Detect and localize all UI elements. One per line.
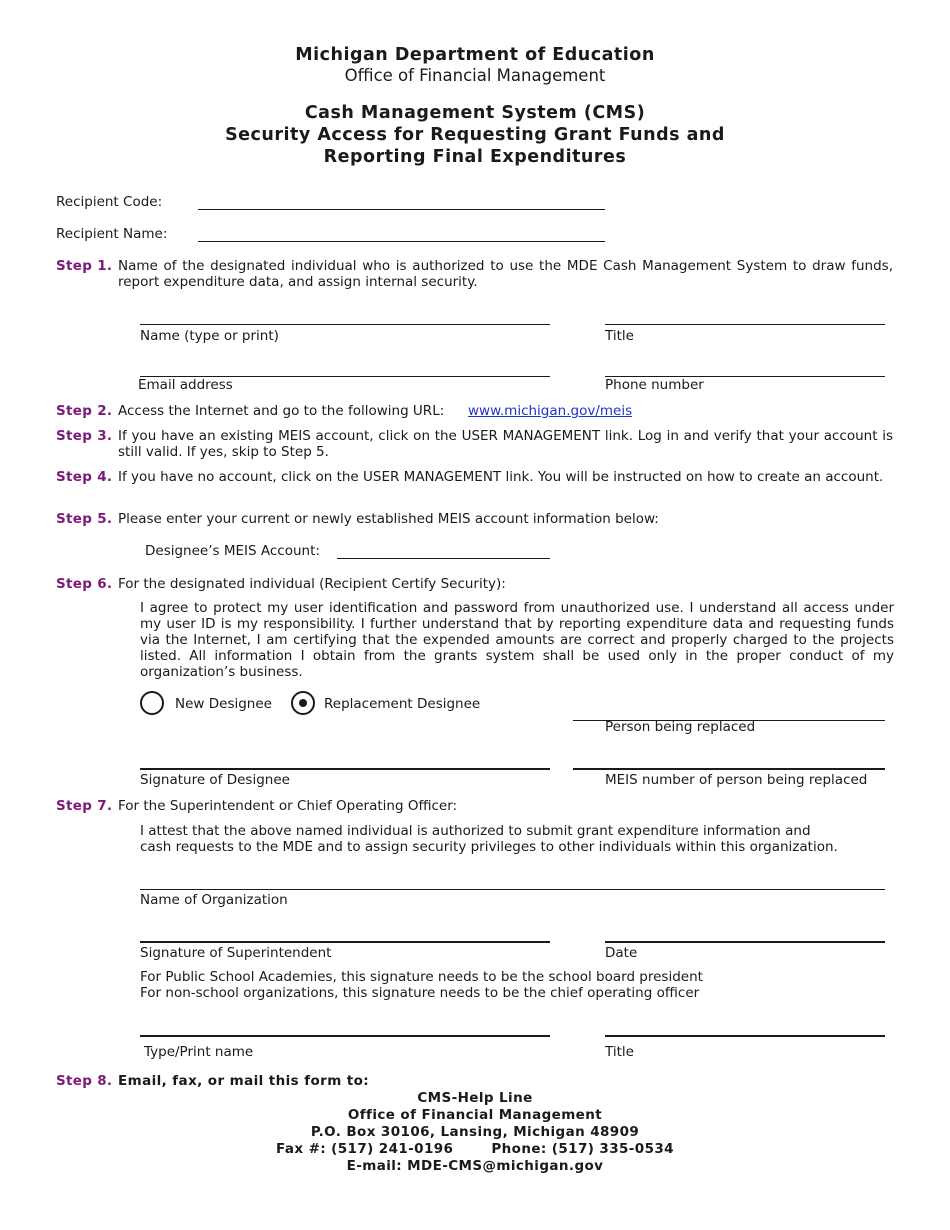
date-field[interactable] <box>605 941 885 943</box>
replacement-designee-radio[interactable] <box>291 691 315 715</box>
designee-email-label: Email address <box>138 377 233 393</box>
officer-title-field[interactable] <box>605 1035 885 1037</box>
new-designee-radio[interactable] <box>140 691 164 715</box>
date-label: Date <box>605 945 638 961</box>
recipient-code-field[interactable] <box>198 209 605 210</box>
designee-phone-label: Phone number <box>605 377 704 393</box>
psa-note: For Public School Academies, this signature needs to be the school board president <box>140 969 703 985</box>
organization-name-label: Name of Organization <box>140 892 288 908</box>
step-7-label: Step 7. <box>56 798 113 814</box>
step-1-text: Name of the designated individual who is authorized to use the MDE Cash Management System to draw funds, report expenditure data, and assign internal security. <box>118 258 893 290</box>
mailing-address: P.O. Box 30106, Lansing, Michigan 48909 <box>310 1124 640 1140</box>
contact-email: E-mail: MDE-CMS@michigan.gov <box>346 1158 604 1174</box>
step-4-text: If you have no account, click on the USER MANAGEMENT link. You will be instructed on how to create an account. <box>118 469 884 485</box>
office-subtitle: Office of Financial Management <box>344 66 606 85</box>
step-3-label: Step 3. <box>56 428 113 444</box>
designee-title-field[interactable] <box>605 324 885 325</box>
fax-number: Fax #: (517) 241-0196 <box>276 1141 454 1157</box>
recipient-name-field[interactable] <box>198 241 605 242</box>
step-8-label: Step 8. <box>56 1073 113 1089</box>
step-6-label: Step 6. <box>56 576 113 592</box>
agreement-text: I agree to protect my user identification and password from unauthorized use. I understand all access under my user ID is my responsibility. I further understand that by reporting expenditure data and requesting funds via the Internet, I am certifying that the expended amounts are correct and properly charged to the projects listed. All information I obtain from the grants system shall be used only in the proper conduct of my organization’s business. <box>140 600 894 680</box>
step-2-label: Step 2. <box>56 403 113 419</box>
superintendent-signature-label: Signature of Superintendent <box>140 945 332 961</box>
attest-line-1: I attest that the above named individual is authorized to submit grant expenditure information and <box>140 823 811 839</box>
step-7-text: For the Superintendent or Chief Operating Officer: <box>118 798 458 814</box>
phone-number: Phone: (517) 335-0534 <box>491 1141 674 1157</box>
radio-selected-dot <box>299 699 307 707</box>
meis-replaced-field[interactable] <box>573 768 885 770</box>
designee-name-label: Name (type or print) <box>140 328 279 344</box>
step-5-label: Step 5. <box>56 511 113 527</box>
person-replaced-label: Person being replaced <box>605 719 756 735</box>
replacement-designee-label: Replacement Designee <box>324 696 481 712</box>
step-8-text: Email, fax, or mail this form to: <box>118 1073 370 1089</box>
helpline-name: CMS-Help Line <box>417 1090 533 1106</box>
step-4-label: Step 4. <box>56 469 113 485</box>
step-2-text: Access the Internet and go to the following URL: <box>118 403 445 419</box>
designee-title-label: Title <box>605 328 634 344</box>
designee-name-field[interactable] <box>140 324 550 325</box>
meis-account-label: Designee’s MEIS Account: <box>145 543 320 559</box>
form-title-line3: Reporting Final Expenditures <box>323 147 627 167</box>
fax-phone-line <box>0 1141 950 1158</box>
meis-url-link[interactable]: www.michigan.gov/meis <box>468 403 633 419</box>
designee-signature-label: Signature of Designee <box>140 772 290 788</box>
non-school-note: For non-school organizations, this signature needs to be the chief operating officer <box>140 985 700 1001</box>
print-name-field[interactable] <box>140 1035 550 1037</box>
attest-line-2: cash requests to the MDE and to assign security privileges to other individuals within this organization. <box>140 839 838 855</box>
step-6-text: For the designated individual (Recipient Certify Security): <box>118 576 506 592</box>
meis-account-field[interactable] <box>337 558 550 559</box>
print-name-label: Type/Print name <box>144 1044 254 1060</box>
contact-block <box>0 1090 950 1175</box>
form-title-line2: Security Access for Requesting Grant Funds and <box>225 125 725 145</box>
department-title: Michigan Department of Education <box>295 45 655 65</box>
step-1-label: Step 1. <box>56 258 113 274</box>
designee-signature-field[interactable] <box>140 768 550 770</box>
step-5-text: Please enter your current or newly established MEIS account information below: <box>118 511 659 527</box>
step-3-text: If you have an existing MEIS account, click on the USER MANAGEMENT link. Log in and verify that your account is still valid. If yes, skip to Step 5. <box>118 428 893 460</box>
form-title <box>0 102 950 168</box>
recipient-name-label: Recipient Name: <box>56 226 168 242</box>
meis-replaced-label: MEIS number of person being replaced <box>605 772 868 788</box>
contact-office: Office of Financial Management <box>347 1107 603 1123</box>
superintendent-signature-field[interactable] <box>140 941 550 943</box>
form-title-line1: Cash Management System (CMS) <box>304 103 646 123</box>
organization-name-field[interactable] <box>140 889 885 890</box>
officer-title-label: Title <box>605 1044 634 1060</box>
recipient-code-label: Recipient Code: <box>56 194 163 210</box>
new-designee-label: New Designee <box>175 696 272 712</box>
